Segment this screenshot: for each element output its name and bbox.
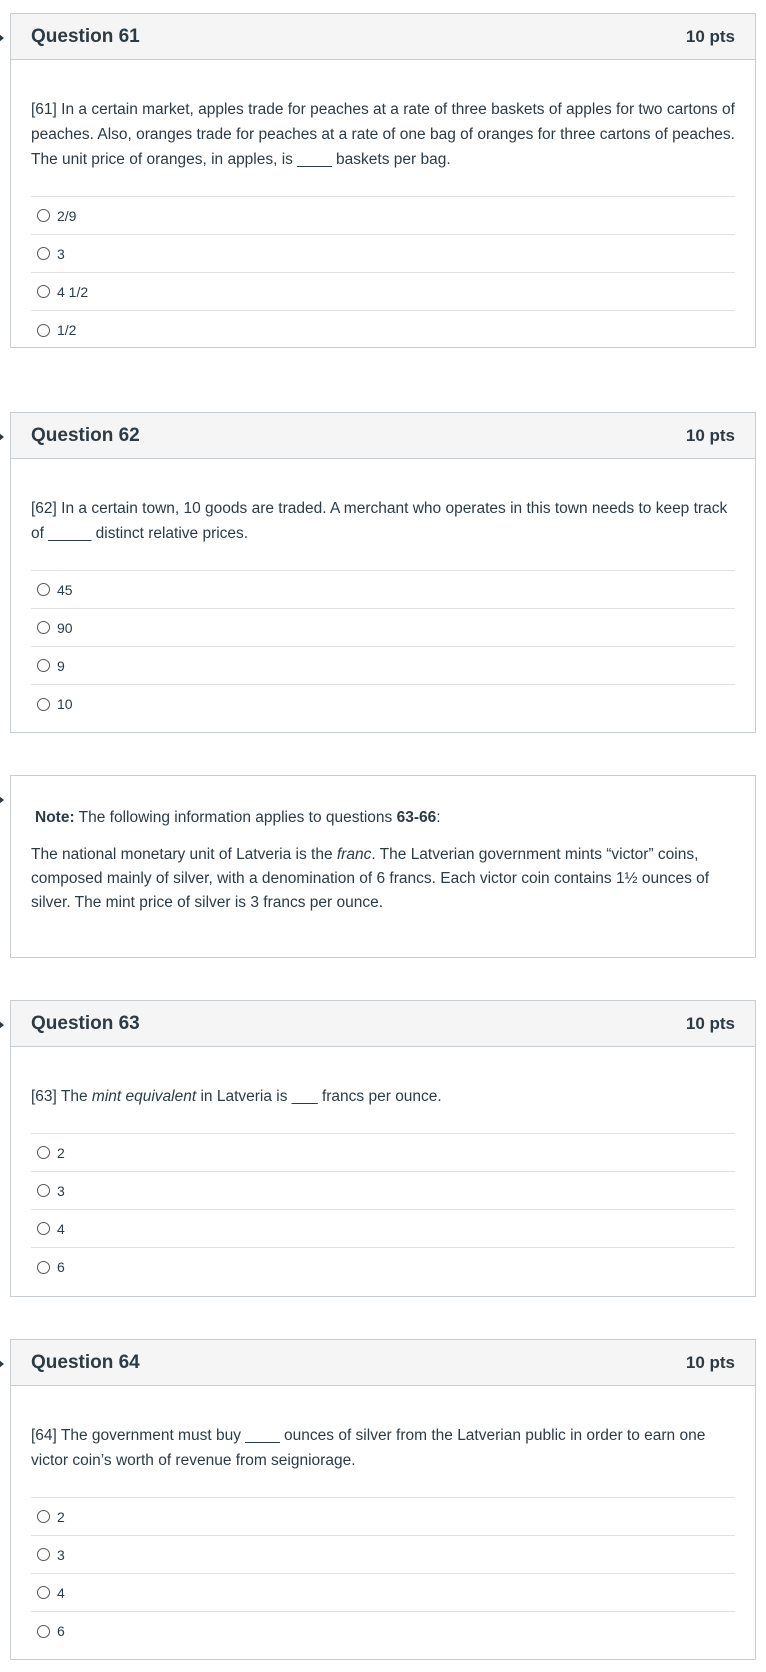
question-61 xyxy=(10,13,756,348)
radio-button[interactable] xyxy=(37,659,50,672)
answer-option[interactable] xyxy=(31,1172,735,1210)
answer-option[interactable] xyxy=(31,571,735,609)
answer-option[interactable] xyxy=(31,1498,735,1536)
question-points: 10 pts xyxy=(685,425,735,445)
note-marker-icon xyxy=(0,796,4,804)
answer-option[interactable] xyxy=(31,1612,735,1650)
question-points: 10 pts xyxy=(685,1013,735,1033)
question-header xyxy=(11,14,755,60)
answer-label: 3 xyxy=(57,1182,65,1199)
answer-label: 4 1/2 xyxy=(57,283,89,300)
question-header xyxy=(11,413,755,459)
question-64 xyxy=(10,1339,756,1660)
radio-button[interactable] xyxy=(37,621,50,634)
radio-button[interactable] xyxy=(37,1184,50,1197)
answer-label: 4 xyxy=(57,1584,65,1601)
question-marker-icon xyxy=(0,1360,4,1368)
radio-button[interactable] xyxy=(37,1586,50,1599)
answer-label: 2 xyxy=(57,1508,65,1525)
question-text: [62] In a certain town, 10 goods are traded. A merchant who operates in this town needs to keep track of _____ distinct relative prices. xyxy=(31,500,728,542)
answer-option[interactable] xyxy=(31,197,735,235)
note-range: 63-66 xyxy=(396,809,437,826)
answer-option[interactable] xyxy=(31,1210,735,1248)
question-title: Question 64 xyxy=(31,1351,140,1373)
answer-option[interactable] xyxy=(31,273,735,311)
answer-label: 4 xyxy=(57,1220,65,1237)
note-intro: The following information applies to questions xyxy=(74,809,397,826)
question-text: [64] The government must buy ____ ounces of silver from the Latverian public in order to earn one victor coin’s worth of revenue from seigniorage. xyxy=(31,1427,706,1469)
note-colon: : xyxy=(436,809,441,826)
radio-button[interactable] xyxy=(37,1261,50,1274)
question-63 xyxy=(10,1000,756,1297)
answer-label: 1/2 xyxy=(57,322,77,338)
radio-button[interactable] xyxy=(37,324,50,337)
radio-button[interactable] xyxy=(37,1548,50,1561)
answer-list xyxy=(31,570,735,723)
answer-option[interactable] xyxy=(31,647,735,685)
note-paragraph xyxy=(31,830,735,959)
answer-label: 2 xyxy=(57,1144,65,1161)
question-text-prefix: [63] The xyxy=(31,1088,92,1105)
question-points: 10 pts xyxy=(685,26,735,46)
radio-button[interactable] xyxy=(37,1510,50,1523)
question-text-italic: mint equivalent xyxy=(91,1088,197,1105)
radio-button[interactable] xyxy=(37,285,50,298)
question-title: Question 63 xyxy=(31,1012,140,1034)
answer-option[interactable] xyxy=(31,1574,735,1612)
question-text xyxy=(31,1047,735,1133)
answer-label: 3 xyxy=(57,245,65,262)
answer-option[interactable] xyxy=(31,1248,735,1286)
answer-list xyxy=(31,1133,735,1286)
radio-button[interactable] xyxy=(37,247,50,260)
answer-label: 2/9 xyxy=(57,207,77,224)
radio-button[interactable] xyxy=(37,209,50,222)
question-62 xyxy=(10,412,756,733)
question-marker-icon xyxy=(0,433,4,441)
answer-label: 45 xyxy=(57,581,73,598)
answer-label: 90 xyxy=(57,619,73,636)
note-para-suffix: . The Latverian government mints “victor” coins, composed mainly of silver, with a denomination of 6 francs. Each victor coin contains 1½ ounces of silver. The mint price of silver is 3 francs per ounce. xyxy=(31,846,710,911)
question-text: [61] In a certain market, apples trade for peaches at a rate of three baskets of apples for two cartons of peaches. Also, oranges trade for peaches at a rate of one bag of oranges for three cartons of peaches. The unit price of oranges, in apples, is ____ baskets per bag. xyxy=(31,101,735,168)
radio-button[interactable] xyxy=(37,583,50,596)
question-header xyxy=(11,1001,755,1047)
radio-button[interactable] xyxy=(37,1146,50,1159)
radio-button[interactable] xyxy=(37,1625,50,1638)
answer-list xyxy=(31,196,735,349)
question-text-suffix: in Latveria is ___ francs per ounce. xyxy=(196,1088,442,1105)
note-para-italic: franc xyxy=(336,846,372,863)
radio-button[interactable] xyxy=(37,698,50,711)
answer-list xyxy=(31,1497,735,1650)
note-label: Note: xyxy=(35,809,75,826)
answer-label: 10 xyxy=(57,696,73,712)
answer-option[interactable] xyxy=(31,235,735,273)
answer-option[interactable] xyxy=(31,609,735,647)
answer-option[interactable] xyxy=(31,1536,735,1574)
answer-option[interactable] xyxy=(31,311,735,349)
note-heading xyxy=(31,776,735,830)
answer-label: 3 xyxy=(57,1546,65,1563)
question-marker-icon xyxy=(0,1021,4,1029)
question-title: Question 62 xyxy=(31,424,140,446)
answer-option[interactable] xyxy=(31,685,735,723)
note-box xyxy=(10,775,756,958)
question-header xyxy=(11,1340,755,1386)
note-para-prefix: The national monetary unit of Latveria is the xyxy=(31,846,337,863)
answer-label: 6 xyxy=(57,1623,65,1639)
question-points: 10 pts xyxy=(685,1352,735,1372)
radio-button[interactable] xyxy=(37,1222,50,1235)
question-marker-icon xyxy=(0,34,4,42)
answer-label: 9 xyxy=(57,657,65,674)
answer-label: 6 xyxy=(57,1259,65,1275)
question-title: Question 61 xyxy=(31,25,140,47)
answer-option[interactable] xyxy=(31,1134,735,1172)
